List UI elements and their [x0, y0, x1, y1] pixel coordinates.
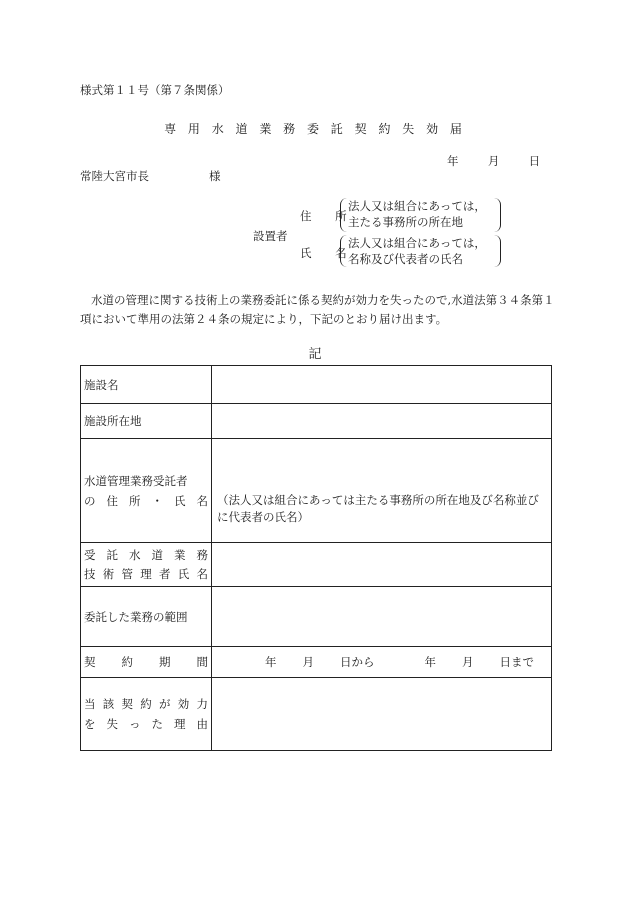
contractor-field[interactable] — [212, 439, 552, 543]
period-end-month: 月 — [462, 655, 474, 669]
char: 者 — [159, 567, 171, 581]
addressee-honorific: 様 — [209, 169, 221, 183]
date-year: 年 — [447, 154, 459, 168]
date-line — [447, 153, 540, 169]
period-start-month: 月 — [302, 655, 314, 669]
table-row — [81, 404, 552, 439]
char: 由 — [196, 717, 208, 731]
char: 名 — [196, 567, 208, 581]
contractor-label — [81, 439, 212, 543]
scope-label: 委託した業務の範囲 — [81, 587, 212, 647]
table-row — [81, 439, 552, 543]
char: の — [84, 493, 96, 508]
char: が — [159, 697, 171, 711]
char: 期 — [159, 655, 171, 669]
period-field[interactable] — [212, 647, 552, 678]
document-title: 専 用 水 道 業 務 委 託 契 約 失 効 届 — [164, 122, 466, 136]
body-paragraph: 水道の管理に関する技術上の業務委託に係る契約が効力を失ったので,水道法第３４条第１項において準用の法第２４条の規定により，下記のとおり届け出ます。 — [80, 293, 555, 326]
manager-label-line1 — [84, 547, 208, 563]
reason-label-line1 — [84, 696, 208, 712]
table-row — [81, 587, 552, 647]
period-end-day: 日まで — [499, 655, 534, 669]
period-end-year: 年 — [424, 655, 436, 669]
reason-label — [81, 678, 212, 751]
char: 効 — [177, 697, 190, 711]
char: っ — [129, 717, 141, 731]
scope-field[interactable] — [212, 587, 552, 647]
char: 術 — [102, 567, 115, 581]
char: 務 — [196, 548, 208, 562]
manager-field[interactable] — [212, 543, 552, 587]
char: ・ — [151, 493, 163, 508]
date-day: 日 — [528, 154, 541, 168]
reason-label-line2 — [84, 716, 208, 732]
facility-location-field[interactable] — [212, 404, 552, 439]
char: 託 — [106, 548, 118, 562]
char: 約 — [121, 655, 133, 669]
contractor-label-line1: 水道管理業務受託者 — [84, 473, 188, 488]
char: 間 — [196, 655, 208, 669]
manager-label-line2 — [84, 566, 208, 582]
char: 受 — [84, 548, 96, 562]
char: を — [84, 717, 96, 731]
table-row — [81, 647, 552, 678]
facility-name-label: 施設名 — [81, 366, 212, 404]
reason-field[interactable] — [212, 678, 552, 751]
record-table — [80, 365, 552, 751]
char: た — [151, 717, 163, 731]
char: 所 — [129, 493, 141, 508]
char: 失 — [106, 717, 118, 731]
char: 管 — [121, 567, 133, 581]
period-label — [81, 647, 212, 678]
char: 氏 — [177, 567, 190, 581]
char: 住 — [106, 493, 118, 508]
char: 理 — [174, 717, 186, 731]
date-month: 月 — [487, 154, 500, 168]
period-values — [215, 654, 548, 670]
char: 技 — [84, 567, 96, 581]
char: 当 — [84, 697, 96, 711]
address-label: 住 所 — [300, 209, 357, 223]
char: 力 — [196, 697, 208, 711]
char: 水 — [129, 548, 141, 562]
char: 該 — [102, 697, 115, 711]
period-start-day: 日から — [340, 655, 375, 669]
table-row — [81, 366, 552, 404]
table-row — [81, 678, 552, 751]
contractor-note: （法人又は組合にあっては主たる事務所の所在地及び名称並びに代表者の氏名） — [217, 492, 539, 524]
char: 契 — [84, 655, 96, 669]
char: 理 — [140, 567, 152, 581]
char: 契 — [121, 697, 133, 711]
name-note: 法人又は組合にあっては，名称及び代表者の氏名 — [340, 235, 501, 267]
ki-heading: 記 — [308, 347, 322, 362]
manager-label — [81, 543, 212, 587]
contractor-label-line2 — [84, 493, 208, 509]
facility-name-field[interactable] — [212, 366, 552, 404]
addressee-name: 常陸大宮市長 — [80, 169, 149, 183]
facility-location-label: 施設所在地 — [81, 404, 212, 439]
char: 業 — [174, 548, 186, 562]
addressee — [80, 168, 221, 184]
char: 氏 — [174, 493, 186, 508]
char: 名 — [196, 493, 208, 508]
address-note: 法人又は組合にあっては，主たる事務所の所在地 — [340, 198, 501, 232]
name-label: 氏 名 — [300, 246, 357, 260]
table-row — [81, 543, 552, 587]
char: 道 — [151, 548, 163, 562]
applicant-label: 設置者 — [253, 229, 288, 243]
form-number: 様式第１１号（第７条関係） — [80, 83, 230, 97]
char: 約 — [140, 697, 152, 711]
period-start-year: 年 — [265, 655, 277, 669]
